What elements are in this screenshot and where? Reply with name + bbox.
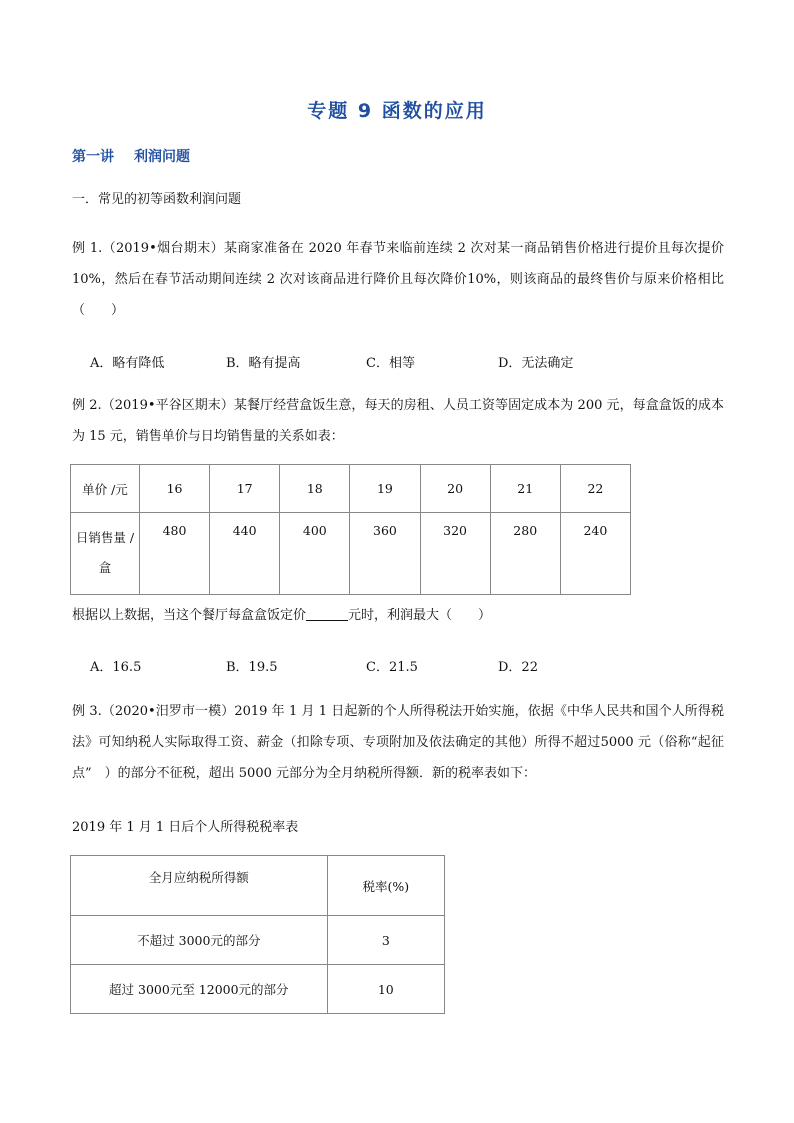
option-c: C．21.5	[366, 660, 418, 675]
price-cell: 22	[560, 465, 630, 513]
option-b: B．略有提高	[226, 356, 301, 371]
table-row	[71, 465, 631, 513]
tax-table-caption: 2019 年 1 月 1 日后个人所得税税率表	[72, 820, 299, 835]
price-cell: 17	[210, 465, 280, 513]
income-cell: 不超过 3000元的部分	[71, 916, 328, 965]
rate-cell: 3	[327, 916, 444, 965]
table-row	[71, 916, 445, 965]
price-sales-table	[70, 464, 631, 595]
question-pre: 根据以上数据，当这个餐厅每盒盒饭定价	[72, 608, 307, 623]
section-heading: 一．常见的初等函数利润问题	[72, 192, 242, 207]
sales-cell: 240	[560, 513, 630, 595]
header-cell-income: 全月应纳税所得额	[71, 856, 328, 916]
table-row	[71, 965, 445, 1014]
header-cell-rate: 税率(%)	[327, 856, 444, 916]
page-title: 专题 9 函数的应用	[307, 100, 487, 122]
sales-cell: 360	[350, 513, 420, 595]
sales-cell: 440	[210, 513, 280, 595]
rate-cell: 10	[327, 965, 444, 1014]
row-label-sales	[71, 513, 140, 595]
table-row	[71, 856, 445, 916]
option-c: C．相等	[366, 356, 415, 371]
example-2-question	[72, 600, 724, 631]
price-cell: 19	[350, 465, 420, 513]
lecture-heading	[72, 146, 210, 166]
option-d: D．无法确定	[498, 356, 574, 371]
lecture-name: 利润问题	[134, 149, 190, 165]
question-post: 元时，利润最大（ ）	[348, 608, 492, 623]
example-2-text: 例 2.（2019•平谷区期末）某餐厅经营盒饭生意，每天的房租、人员工资等固定成本为 200 元，每盒盒饭的成本为 15 元，销售单价与日均销售量的关系如表：	[72, 398, 724, 444]
option-d: D．22	[498, 660, 538, 675]
price-cell: 21	[490, 465, 560, 513]
price-cell: 20	[420, 465, 490, 513]
option-a: A．16.5	[90, 660, 142, 675]
option-a: A．略有降低	[90, 356, 165, 371]
row-label-sales-line1: 日销售量 /	[75, 530, 135, 545]
sales-cell: 400	[280, 513, 350, 595]
sales-cell: 320	[420, 513, 490, 595]
price-cell: 16	[139, 465, 209, 513]
example-3-text: 例 3.（2020•汨罗市一模）2019 年 1 月 1 日起新的个人所得税法开始实施，依据《中华人民共和国个人所得税法》可知纳税人实际取得工资、薪金（扣除专项、专项附加及依法确定的其他）所得不超过5000 元（俗称“起征点” ）的部分不征税，超出 5000 元部分为全月纳税所得额．新的税率表如下：	[72, 704, 724, 781]
income-cell: 超过 3000元至 12000元的部分	[71, 965, 328, 1014]
price-cell: 18	[280, 465, 350, 513]
sales-cell: 480	[139, 513, 209, 595]
row-label-sales-line2: 盒	[98, 560, 112, 575]
option-b: B．19.5	[226, 660, 278, 675]
tax-rate-table	[70, 855, 445, 1014]
answer-blank	[306, 606, 348, 621]
sales-cell: 280	[490, 513, 560, 595]
lecture-number: 第一讲	[72, 149, 114, 165]
example-1-text: 例 1.（2019•烟台期末）某商家准备在 2020 年春节来临前连续 2 次对某一商品销售价格进行提价且每次提价10%，然后在春节活动期间连续 2 次对该商品进行降价且每次降价10%，则该商品的最终售价与原来价格相比（ ）	[72, 241, 724, 318]
row-label-price: 单价 /元	[71, 465, 140, 513]
table-row	[71, 513, 631, 595]
